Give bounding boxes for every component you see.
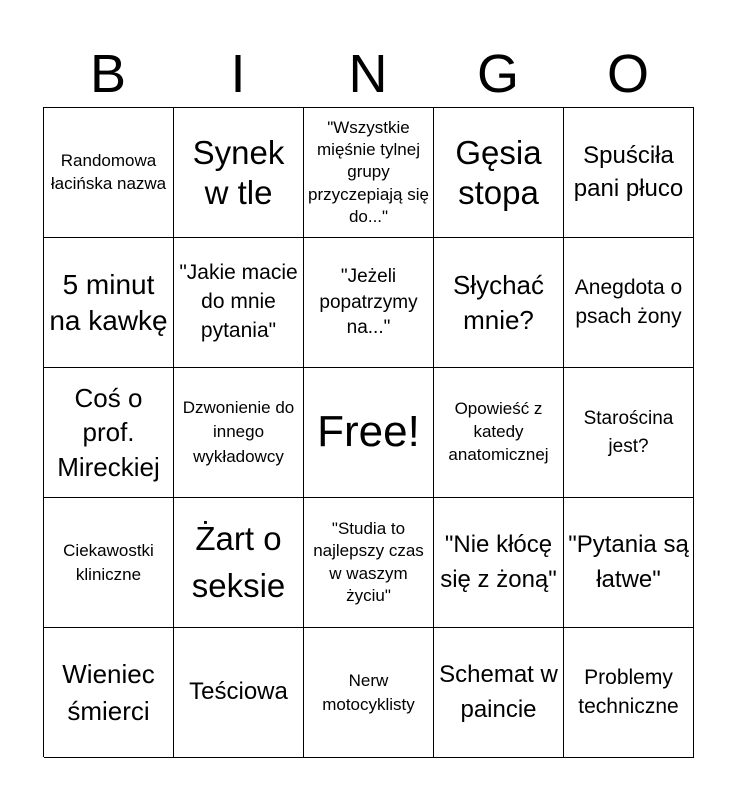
bingo-cell[interactable]: [44, 368, 174, 498]
cell-text: Spuściła pani płuco: [573, 142, 684, 202]
free-space-text: Free!: [317, 407, 420, 457]
bingo-cell free-space[interactable]: [304, 368, 434, 498]
bingo-cell[interactable]: [304, 238, 434, 368]
bingo-cell[interactable]: [564, 498, 694, 628]
bingo-cell[interactable]: [434, 628, 564, 758]
cell-text: Teściowa: [189, 678, 288, 706]
bingo-cell[interactable]: [44, 108, 174, 238]
cell-text: Schemat w paincie: [439, 661, 558, 723]
bingo-cell[interactable]: [304, 498, 434, 628]
bingo-cell[interactable]: [174, 628, 304, 758]
bingo-cell[interactable]: [174, 108, 304, 238]
cell-text: "Jeżeli popatrzymy na...": [319, 266, 418, 339]
bingo-cell[interactable]: [174, 368, 304, 498]
cell-text: Synek w tle: [192, 133, 285, 211]
bingo-cell[interactable]: [304, 108, 434, 238]
bingo-cell[interactable]: [564, 238, 694, 368]
cell-text: "Pytania są łatwe": [568, 530, 689, 593]
bingo-cell[interactable]: [174, 498, 304, 628]
cell-text: Nerw motocyklisty: [322, 670, 415, 714]
cell-text: Coś o prof. Mireckiej: [57, 382, 160, 482]
header-letter-o: O: [606, 44, 649, 104]
cell-text: Opowieść z katedy anatomicznej: [448, 399, 549, 464]
bingo-cell[interactable]: [304, 628, 434, 758]
header-letter-b: B: [89, 44, 127, 104]
cell-text: Ciekawostki kliniczne: [63, 540, 154, 584]
cell-text: Anegdota o psach żony: [574, 275, 683, 328]
bingo-cell[interactable]: [44, 628, 174, 758]
bingo-cell[interactable]: [434, 498, 564, 628]
header-letter-g: G: [476, 44, 519, 104]
cell-text: "Jakie macie do mnie pytania": [179, 261, 298, 342]
cell-text: Randomowa łacińska nazwa: [50, 150, 167, 193]
bingo-cell[interactable]: [434, 238, 564, 368]
bingo-cell[interactable]: [44, 498, 174, 628]
header-letter-n: N: [348, 44, 388, 104]
cell-text: "Wszystkie mięśnie tylnej grupy przyczepiają się do...": [308, 118, 429, 226]
cell-text: Słychać mnie?: [452, 269, 545, 335]
bingo-cell[interactable]: [174, 238, 304, 368]
bingo-cell[interactable]: [564, 108, 694, 238]
cell-text: "Studia to najlepszy czas w waszym życiu": [313, 519, 424, 605]
bingo-cell[interactable]: [44, 238, 174, 368]
cell-text: "Nie kłócę się z żoną": [440, 530, 557, 593]
bingo-cell[interactable]: [434, 108, 564, 238]
cell-text: 5 minut na kawkę: [49, 268, 168, 336]
cell-text: Dzwonienie do innego wykładowcy: [182, 397, 295, 466]
cell-text: Żart o seksie: [191, 520, 286, 604]
cell-text: Wieniec śmierci: [62, 659, 155, 726]
cell-text: Problemy techniczne: [578, 665, 679, 718]
bingo-cell[interactable]: [564, 628, 694, 758]
cell-text: Starościna jest?: [583, 407, 674, 457]
bingo-header: [43, 40, 693, 108]
cell-text: Gęsia stopa: [455, 133, 542, 211]
bingo-cell[interactable]: [434, 368, 564, 498]
bingo-grid: [43, 107, 694, 757]
bingo-cell[interactable]: [564, 368, 694, 498]
header-letter-i: I: [230, 44, 246, 104]
